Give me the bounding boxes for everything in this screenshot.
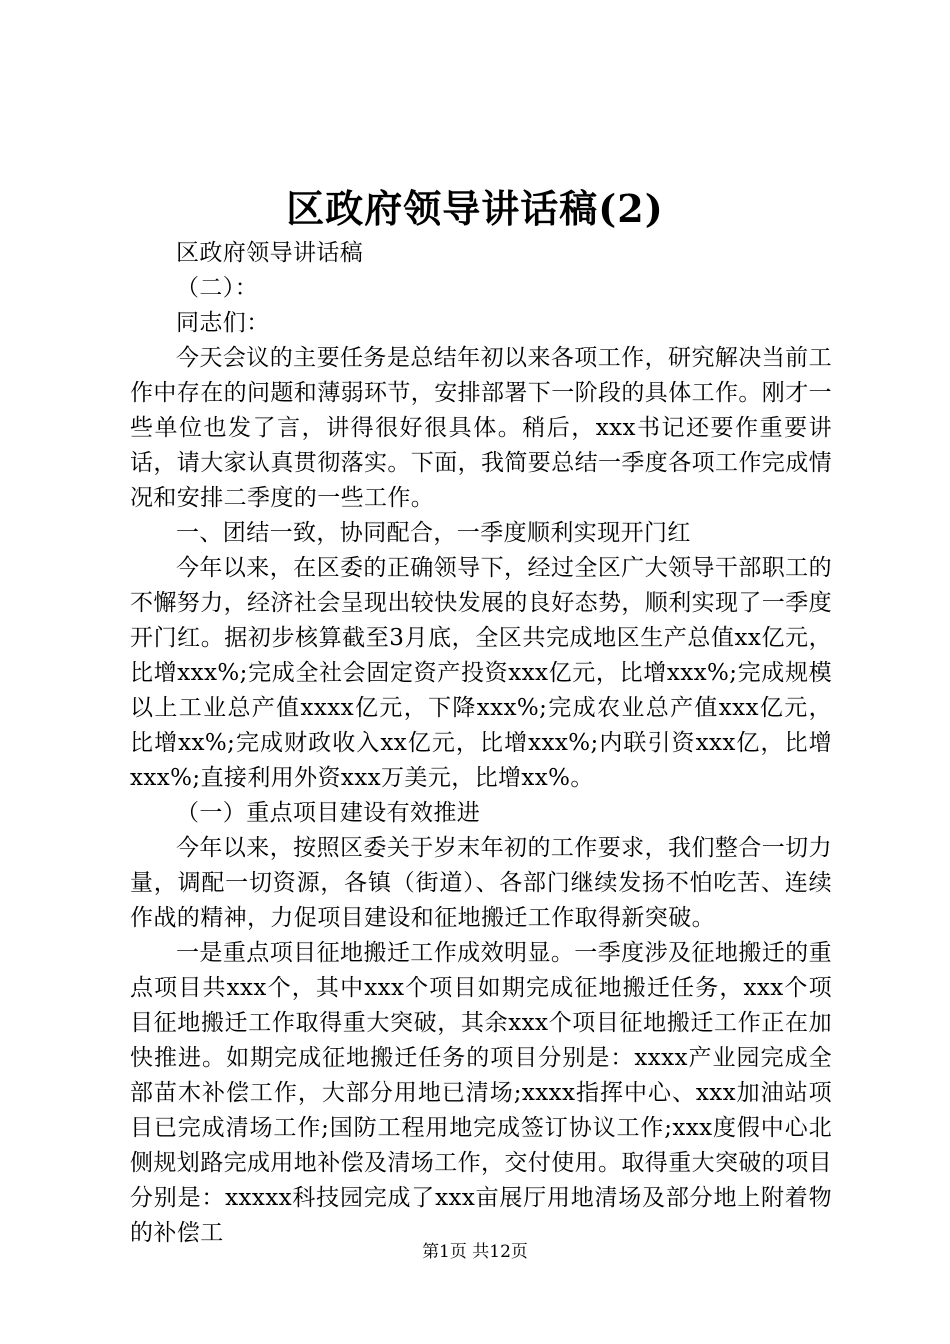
paragraph-project-intro: 今年以来，按照区委关于岁末年初的工作要求，我们整合一切力量，调配一切资源，各镇（街道）、各部门继续发扬不怕吃苦、连续作战的精神，力促项目建设和征地搬迁工作取得新突破。 — [130, 835, 832, 931]
paragraph-salutation: 同志们： — [176, 310, 270, 336]
document-body — [130, 236, 832, 1251]
paragraph-land-acquisition: 一是重点项目征地搬迁工作成效明显。一季度涉及征地搬迁的重点项目共xxx个，其中xxx个项目如期完成征地搬迁任务，xxx个项目征地搬迁工作取得重大突破，其余xxx个项目征地搬迁工作正在加快推进。如期完成征地搬迁任务的项目分别是：xxxx产业园完成全部苗木补偿工作，大部分用地已清场;xxxx指挥中心、xxx加油站项目已完成清场工作;国防工程用地完成签订协议工作;xxx度假中心北侧规划路完成用地补偿及清场工作，交付使用。取得重大突破的项目分别是：xxxxx科技园完成了xxx亩展厅用地清场及部分地上附着物的补偿工 — [130, 940, 832, 1246]
paragraph-section-number: （二）： — [176, 275, 259, 301]
subsection-heading-1: （一）重点项目建设有效推进 — [176, 800, 481, 826]
paragraph-heading-line: 区政府领导讲话稿 — [176, 240, 364, 266]
paragraph-intro: 今天会议的主要任务是总结年初以来各项工作，研究解决当前工作中存在的问题和薄弱环节，安排部署下一阶段的具体工作。刚才一些单位也发了言，讲得很好很具体。稍后，xxx书记还要作重要讲话，请大家认真贯彻落实。下面，我简要总结一季度各项工作完成情况和安排二季度的一些工作。 — [130, 345, 832, 511]
section-heading-1: 一、团结一致，协同配合，一季度顺利实现开门红 — [176, 520, 691, 546]
page-footer: 第1页 共12页 — [422, 1242, 528, 1262]
document-title: 区政府领导讲话稿(2) — [286, 186, 664, 231]
paragraph-q1-summary: 今年以来，在区委的正确领导下，经过全区广大领导干部职工的不懈努力，经济社会呈现出较快发展的良好态势，顺利实现了一季度开门红。据初步核算截至3月底，全区共完成地区生产总值xx亿元，比增xxx%;完成全社会固定资产投资xxx亿元，比增xxx%;完成规模以上工业总产值xxxx亿元，下降xxx%;完成农业总产值xxx亿元，比增xx%;完成财政收入xx亿元，比增xxx%;内联引资xxx亿，比增xxx%;直接利用外资xxx万美元，比增xx%。 — [130, 555, 832, 791]
